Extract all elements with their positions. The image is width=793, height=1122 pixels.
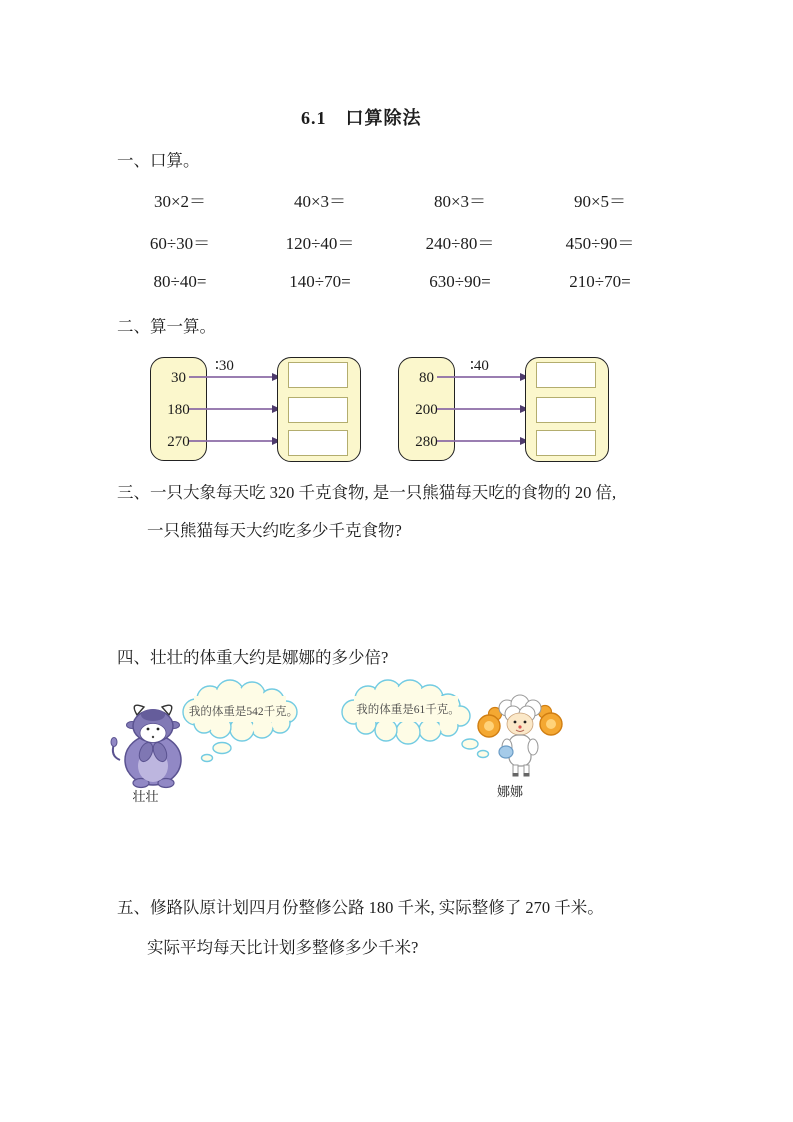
- answer-slot[interactable]: [288, 430, 348, 456]
- dividend-value: 180: [167, 402, 190, 418]
- section3-line1: 三、一只大象每天吃 320 千克食物, 是一只熊猫每天吃的食物的 20 倍,: [117, 483, 617, 502]
- dividend-value: 270: [167, 434, 190, 450]
- section2-heading: 二、算一算。: [117, 317, 216, 336]
- problem: 240÷80＝: [425, 234, 495, 253]
- problem: 630÷90=: [429, 272, 491, 291]
- problem-row: [110, 187, 670, 212]
- page-title: 6.1 口算除法: [301, 108, 422, 128]
- problem: 80÷40=: [153, 272, 207, 291]
- sheep-illustration: [473, 694, 565, 778]
- cow-bubble-text: 我的体重是542千克。: [188, 706, 299, 718]
- answer-box: [525, 357, 609, 462]
- problem: 210÷70=: [569, 272, 631, 291]
- section5-line1: 五、修路队原计划四月份整修公路 180 千米, 实际整修了 270 千米。: [117, 898, 604, 917]
- problem: 140÷70=: [289, 272, 351, 291]
- problem: 120÷40＝: [285, 234, 355, 253]
- problem: 80×3＝: [433, 192, 487, 211]
- problem-row: [110, 272, 670, 292]
- section1-heading: 一、口算。: [117, 151, 200, 170]
- problem: 30×2＝: [153, 192, 207, 211]
- cow-name-label: 壮壮: [132, 789, 159, 804]
- dividend-value: 200: [415, 402, 438, 418]
- answer-slot[interactable]: [288, 362, 348, 388]
- dividend-value: 80: [419, 370, 434, 386]
- section5-line2: 实际平均每天比计划多整修多少千米?: [147, 938, 419, 957]
- answer-box: [277, 357, 361, 462]
- answer-slot[interactable]: [536, 397, 596, 423]
- arrow-lines: [185, 357, 283, 462]
- sheep-name-label: 娜娜: [496, 784, 523, 799]
- answer-slot[interactable]: [536, 430, 596, 456]
- problem: 90×5＝: [573, 192, 627, 211]
- problem: 450÷90＝: [565, 234, 635, 253]
- problem-row: [110, 229, 670, 254]
- dividend-value: 280: [415, 434, 438, 450]
- problem: 40×3＝: [293, 192, 347, 211]
- section4-heading: 四、壮壮的体重大约是娜娜的多少倍?: [117, 648, 389, 667]
- problem: 60÷30＝: [149, 234, 211, 253]
- cow-thought-bubble: [172, 682, 307, 772]
- sheep-bubble-text: 我的体重是61千克。: [356, 704, 460, 716]
- dividend-value: 30: [171, 370, 186, 386]
- answer-slot[interactable]: [536, 362, 596, 388]
- divisor-label: ∶40: [470, 358, 489, 374]
- divisor-label: ∶30: [215, 358, 234, 374]
- section3-line2: 一只熊猫每天大约吃多少千克食物?: [147, 521, 402, 540]
- answer-slot[interactable]: [288, 397, 348, 423]
